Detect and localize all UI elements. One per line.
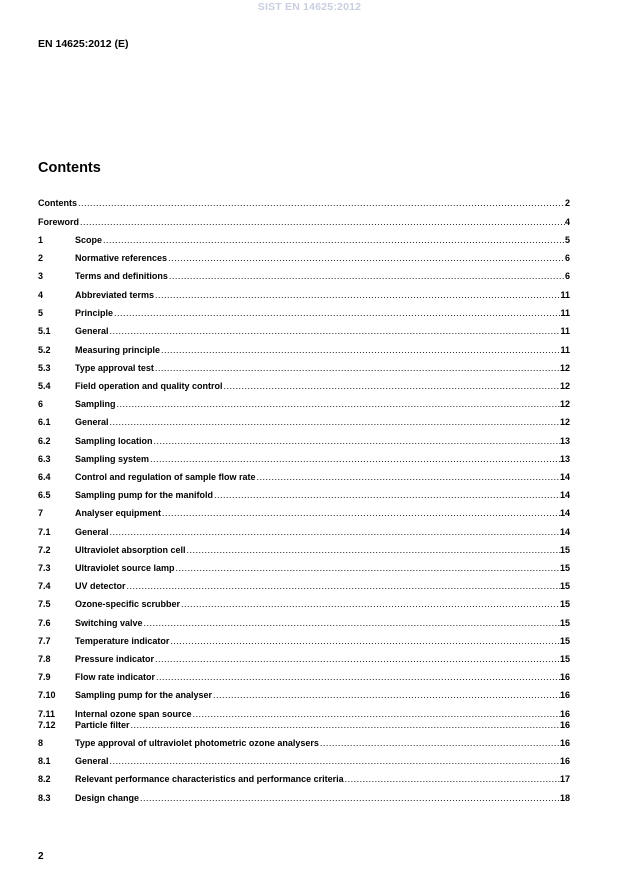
toc-entry[interactable]	[38, 720, 570, 731]
dot-leader	[80, 217, 565, 228]
dot-leader	[78, 198, 565, 209]
dot-leader	[257, 472, 560, 483]
toc-entry-page: 16	[559, 672, 570, 682]
dot-leader	[181, 599, 560, 610]
toc-entry-title: Sampling pump for the analyser	[75, 690, 213, 700]
toc-entry-title: Analyser equipment	[75, 508, 162, 518]
toc-entry-number: 7.9	[38, 672, 51, 682]
toc-entry-title: Type approval of ultraviolet photometric ozone analysers	[75, 738, 319, 748]
toc-entry-number: 7.10	[38, 690, 56, 700]
toc-entry[interactable]	[38, 618, 570, 629]
toc-entry-page: 6	[564, 253, 570, 263]
toc-entry-number: 6.5	[38, 490, 51, 500]
toc-entry-title: General	[75, 417, 109, 427]
toc-entry-page: 15	[559, 545, 570, 555]
toc-entry[interactable]	[38, 290, 570, 301]
toc-entry[interactable]	[38, 563, 570, 574]
toc-entry-title: Type approval test	[75, 363, 154, 373]
toc-entry-number: 7.6	[38, 618, 51, 628]
toc-entry[interactable]	[38, 472, 570, 483]
toc-entry[interactable]	[38, 253, 570, 264]
document-id: EN 14625:2012 (E)	[38, 38, 129, 50]
toc-entry[interactable]	[38, 381, 570, 392]
dot-leader	[131, 720, 560, 731]
toc-entry-number: 5.3	[38, 363, 51, 373]
toc-entry-page: 16	[559, 690, 570, 700]
toc-entry-title: Ultraviolet absorption cell	[75, 545, 186, 555]
toc-entry-number: 7.7	[38, 636, 51, 646]
dot-leader	[110, 756, 560, 767]
toc-entry[interactable]	[38, 271, 570, 282]
toc-entry-title: Sampling location	[75, 436, 153, 446]
toc-entry-title: Scope	[75, 235, 103, 245]
toc-entry-page: 17	[559, 774, 570, 784]
toc-entry[interactable]	[38, 756, 570, 767]
toc-entry-number: 8.1	[38, 756, 51, 766]
dot-leader	[150, 454, 560, 465]
dot-leader	[110, 527, 560, 538]
toc-entry-page: 14	[559, 472, 570, 482]
toc-entry-number: 6.3	[38, 454, 51, 464]
dot-leader	[155, 290, 560, 301]
toc-entry-page: 15	[559, 618, 570, 628]
dot-leader	[213, 690, 560, 701]
toc-entry-page: 5	[564, 235, 570, 245]
toc-entry-number: 4	[38, 290, 44, 300]
toc-entry-number: 5	[38, 308, 44, 318]
toc-entry[interactable]	[38, 399, 570, 410]
toc-entry-number: 7.2	[38, 545, 51, 555]
toc-entry-page: 16	[559, 709, 570, 719]
toc-entry[interactable]	[38, 508, 570, 519]
toc-entry[interactable]	[38, 774, 570, 785]
toc-entry[interactable]	[38, 738, 570, 749]
toc-entry-number: 7.1	[38, 527, 51, 537]
toc-entry[interactable]	[38, 672, 570, 683]
toc-entry-number: 3	[38, 271, 44, 281]
dot-leader	[117, 399, 560, 410]
toc-entry-page: 14	[559, 527, 570, 537]
toc-entry[interactable]	[38, 490, 570, 501]
toc-entry-title: General	[75, 326, 109, 336]
toc-entry-page: 14	[559, 490, 570, 500]
toc-entry[interactable]	[38, 345, 570, 356]
toc-entry-title: Sampling system	[75, 454, 150, 464]
toc-entry-number: 7.8	[38, 654, 51, 664]
toc-entry-title: Flow rate indicator	[75, 672, 156, 682]
toc-entry[interactable]	[38, 654, 570, 665]
toc-entry-number: 6.2	[38, 436, 51, 446]
watermark: SIST EN 14625:2012	[257, 1, 362, 13]
toc-entry-page: 16	[559, 720, 570, 730]
toc-entry-number: 7.4	[38, 581, 51, 591]
toc-entry-number: 5.4	[38, 381, 51, 391]
toc-entry-title: Particle filter	[75, 720, 130, 730]
toc-entry[interactable]	[38, 581, 570, 592]
dot-leader	[140, 793, 560, 804]
toc-entry[interactable]	[38, 436, 570, 447]
toc-entry[interactable]	[38, 793, 570, 804]
toc-entry[interactable]	[38, 363, 570, 374]
toc-entry[interactable]	[38, 709, 570, 720]
toc-entry-title: Relevant performance characteristics and performance criteria	[75, 774, 344, 784]
toc-entry-title: Foreword	[38, 217, 80, 227]
toc-entry-number: 1	[38, 235, 44, 245]
toc-entry-page: 6	[564, 271, 570, 281]
toc-entry-number: 7.3	[38, 563, 51, 573]
toc-entry-title: Principle	[75, 308, 114, 318]
dot-leader	[320, 738, 560, 749]
dot-leader	[155, 654, 560, 665]
toc-entry[interactable]	[38, 235, 570, 246]
dot-leader	[144, 618, 560, 629]
toc-entry[interactable]	[38, 545, 570, 556]
toc-entry-title: General	[75, 527, 109, 537]
dot-leader	[170, 636, 560, 647]
dot-leader	[161, 345, 560, 356]
dot-leader	[162, 508, 560, 519]
dot-leader	[110, 417, 560, 428]
page-number: 2	[38, 851, 44, 862]
toc-entry-page: 12	[559, 363, 570, 373]
toc-entry-number: 5.1	[38, 326, 51, 336]
toc-entry-page: 13	[559, 454, 570, 464]
toc-entry-page: 2	[564, 198, 570, 208]
toc-entry-page: 15	[559, 654, 570, 664]
toc-entry-page: 14	[559, 508, 570, 518]
toc-entry[interactable]	[38, 417, 570, 428]
toc-entry-number: 8	[38, 738, 44, 748]
dot-leader	[155, 363, 560, 374]
toc-entry-title: Sampling pump for the manifold	[75, 490, 213, 500]
toc-entry-title: Measuring principle	[75, 345, 161, 355]
toc-entry-page: 13	[559, 436, 570, 446]
toc-entry-page: 11	[560, 290, 570, 300]
toc-entry-title: Control and regulation of sample flow rate	[75, 472, 256, 482]
dot-leader	[110, 326, 561, 337]
toc-entry-page: 15	[559, 636, 570, 646]
toc-entry-page: 15	[559, 563, 570, 573]
dot-leader	[114, 308, 560, 319]
toc-entry-number: 7	[38, 508, 44, 518]
toc-entry-number: 5.2	[38, 345, 51, 355]
toc-entry-title: Design change	[75, 793, 140, 803]
toc-entry[interactable]	[38, 690, 570, 701]
dot-leader	[193, 709, 560, 720]
toc-entry-page: 15	[559, 599, 570, 609]
toc-entry-page: 12	[559, 381, 570, 391]
toc-entry-number: 2	[38, 253, 44, 263]
toc-entry-title: Contents	[38, 198, 77, 208]
toc-entry-title: Terms and definitions	[75, 271, 168, 281]
toc-entry-page: 11	[560, 326, 570, 336]
toc-entry-page: 11	[560, 308, 570, 318]
toc-entry-page: 18	[559, 793, 570, 803]
toc-entry-title: General	[75, 756, 109, 766]
toc-entry-number: 7.5	[38, 599, 51, 609]
dot-leader	[156, 672, 560, 683]
toc-entry[interactable]	[38, 198, 570, 209]
toc-entry-number: 7.12	[38, 720, 56, 730]
dot-leader	[103, 235, 565, 246]
toc-entry-page: 15	[559, 581, 570, 591]
page-title: Contents	[38, 160, 101, 176]
toc-entry-number: 6	[38, 399, 44, 409]
toc-entry-page: 16	[559, 756, 570, 766]
toc-entry-title: Temperature indicator	[75, 636, 170, 646]
toc-entry-number: 8.2	[38, 774, 51, 784]
toc-entry[interactable]	[38, 308, 570, 319]
toc-entry-page: 16	[559, 738, 570, 748]
toc-entry-page: 12	[559, 417, 570, 427]
toc-entry-page: 12	[559, 399, 570, 409]
toc-entry[interactable]	[38, 217, 570, 228]
toc-entry-title: Normative references	[75, 253, 168, 263]
toc-entry-number: 6.4	[38, 472, 51, 482]
dot-leader	[214, 490, 560, 501]
toc-entry[interactable]	[38, 454, 570, 465]
toc-entry-title: Internal ozone span source	[75, 709, 192, 719]
dot-leader	[168, 253, 565, 264]
toc-entry[interactable]	[38, 599, 570, 610]
toc-entry-title: Ultraviolet source lamp	[75, 563, 175, 573]
toc-entry-title: Sampling	[75, 399, 116, 409]
toc-entry-title: Abbreviated terms	[75, 290, 155, 300]
toc-entry-number: 6.1	[38, 417, 51, 427]
toc-entry[interactable]	[38, 326, 570, 337]
toc-entry-title: Ozone-specific scrubber	[75, 599, 181, 609]
toc-entry-title: UV detector	[75, 581, 126, 591]
dot-leader	[154, 436, 560, 447]
dot-leader	[224, 381, 560, 392]
toc-entry-title: Field operation and quality control	[75, 381, 223, 391]
dot-leader	[187, 545, 560, 556]
toc-entry-page: 11	[560, 345, 570, 355]
dot-leader	[345, 774, 560, 785]
toc-entry-title: Switching valve	[75, 618, 143, 628]
toc-entry-title: Pressure indicator	[75, 654, 155, 664]
toc-entry-number: 7.11	[38, 709, 56, 719]
toc-entry-number: 8.3	[38, 793, 51, 803]
toc-entry[interactable]	[38, 527, 570, 538]
dot-leader	[127, 581, 560, 592]
dot-leader	[169, 271, 565, 282]
toc-entry[interactable]	[38, 636, 570, 647]
toc-entry-page: 4	[564, 217, 570, 227]
dot-leader	[176, 563, 560, 574]
